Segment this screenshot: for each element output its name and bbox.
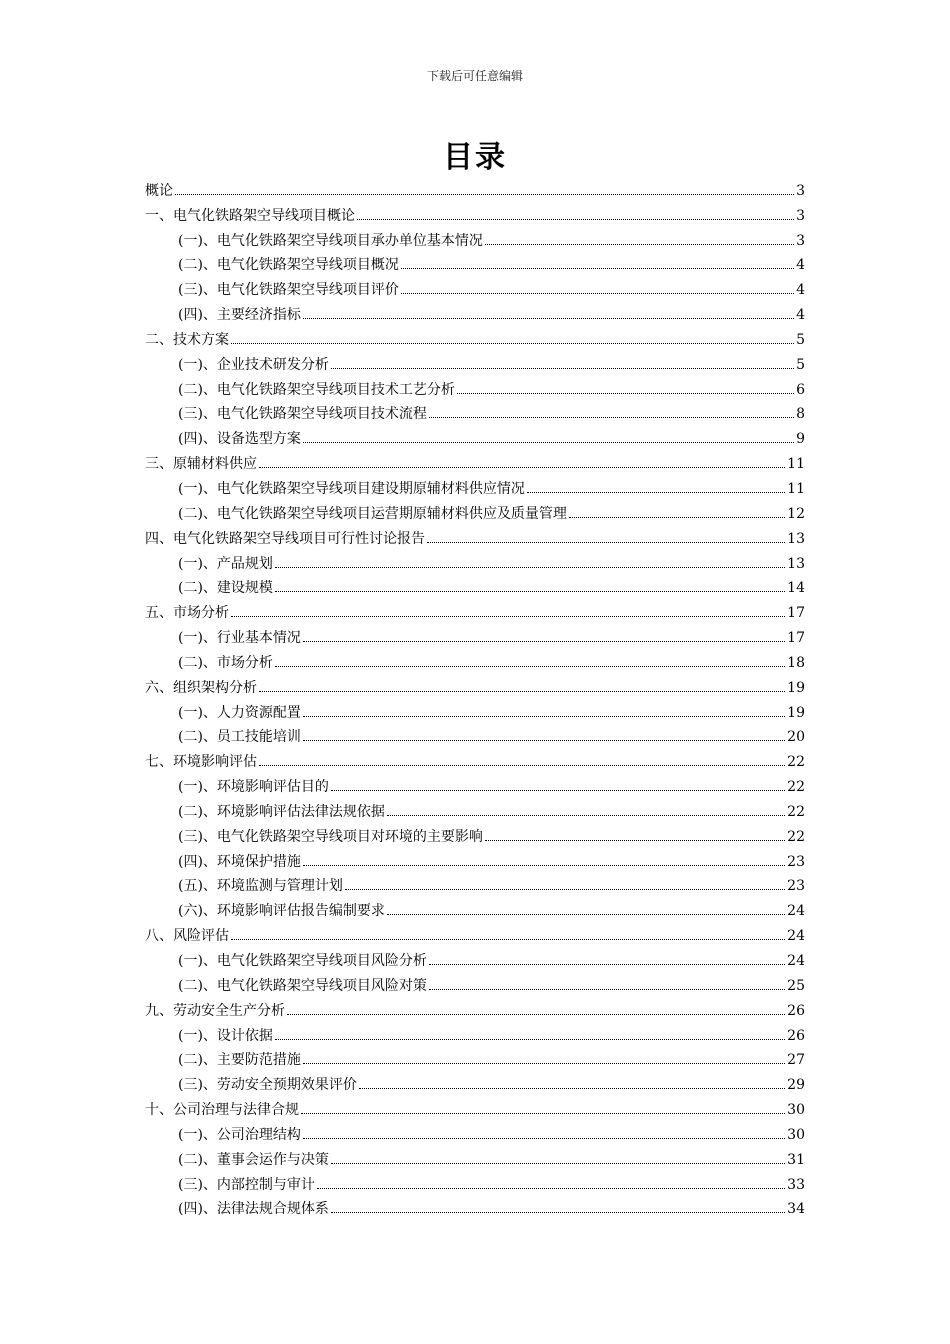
- toc-entry-label: (二)、主要防范措施: [178, 1052, 301, 1069]
- toc-entry-label: (五)、环境监测与管理计划: [178, 878, 343, 895]
- toc-entry-page-number: 17: [787, 630, 805, 647]
- toc-entry[interactable]: [145, 1194, 805, 1219]
- toc-entry-label: (二)、建设规模: [178, 580, 273, 597]
- toc-entry-page-number: 12: [787, 505, 805, 522]
- toc-entry-page-number: 9: [796, 431, 805, 448]
- toc-entry-label: (四)、环境保护措施: [178, 853, 301, 870]
- toc-entry-label: (二)、电气化铁路架空导线项目风险对策: [178, 977, 427, 994]
- toc-dot-leader: [303, 716, 785, 717]
- toc-entry-page-number: 4: [796, 307, 805, 324]
- toc-dot-leader: [259, 467, 785, 468]
- toc-entry-page-number: 8: [796, 406, 805, 423]
- toc-entry-label: (二)、环境影响评估法律法规依据: [178, 803, 385, 820]
- toc-entry-page-number: 5: [796, 356, 805, 373]
- toc-entry-label: 七、环境影响评估: [145, 754, 257, 771]
- toc-entry-label: 概论: [145, 182, 173, 199]
- toc-entry[interactable]: [145, 1069, 805, 1094]
- toc-entry-label: 九、劳动安全生产分析: [145, 1002, 285, 1019]
- toc-entry[interactable]: [145, 1144, 805, 1169]
- toc-entry[interactable]: [145, 920, 805, 945]
- toc-entry-page-number: 3: [796, 182, 805, 199]
- toc-entry-label: 一、电气化铁路架空导线项目概论: [145, 207, 355, 224]
- toc-entry[interactable]: [145, 573, 805, 598]
- toc-entry-label: (一)、产品规划: [178, 555, 273, 572]
- toc-dot-leader: [231, 616, 785, 617]
- toc-entry[interactable]: [145, 548, 805, 573]
- toc-entry-label: (一)、行业基本情况: [178, 630, 301, 647]
- toc-entry-page-number: 22: [787, 779, 805, 796]
- toc-entry[interactable]: [145, 473, 805, 498]
- toc-entry-label: (二)、市场分析: [178, 654, 273, 671]
- toc-entry-label: (二)、员工技能培训: [178, 729, 301, 746]
- toc-entry-page-number: 34: [787, 1201, 805, 1218]
- toc-entry-label: (一)、人力资源配置: [178, 704, 301, 721]
- page-title: 目录: [443, 140, 507, 175]
- toc-entry-page-number: 30: [787, 1102, 805, 1119]
- toc-entry[interactable]: [145, 1094, 805, 1119]
- toc-dot-leader: [231, 939, 785, 940]
- toc-entry-page-number: 24: [787, 953, 805, 969]
- toc-dot-leader: [231, 343, 794, 344]
- toc-dot-leader: [345, 889, 785, 890]
- toc-entry[interactable]: [145, 597, 805, 622]
- toc-dot-leader: [569, 517, 785, 518]
- toc-dot-leader: [401, 293, 794, 294]
- toc-entry-page-number: 27: [787, 1052, 805, 1069]
- toc-entry[interactable]: [145, 722, 805, 747]
- toc-dot-leader: [527, 492, 785, 493]
- toc-entry-page-number: 5: [796, 331, 805, 348]
- toc-dot-leader: [287, 1014, 785, 1015]
- toc-dot-leader: [485, 840, 785, 841]
- toc-dot-leader: [359, 1088, 785, 1089]
- toc-entry[interactable]: [145, 374, 805, 399]
- toc-entry-label: (二)、电气化铁路架空导线项目概况: [178, 257, 399, 274]
- toc-entry-label: (三)、电气化铁路架空导线项目技术流程: [178, 406, 427, 423]
- toc-dot-leader: [485, 244, 794, 245]
- toc-dot-leader: [401, 268, 794, 269]
- toc-entry-page-number: 4: [796, 282, 805, 299]
- toc-entry[interactable]: [145, 448, 805, 473]
- toc-entry[interactable]: [145, 423, 805, 448]
- toc-entry-page-number: 33: [787, 1176, 805, 1193]
- toc-entry[interactable]: [145, 1020, 805, 1045]
- toc-entry-page-number: 13: [787, 530, 805, 547]
- toc-entry-page-number: 18: [787, 654, 805, 671]
- toc-entry-label: 八、风险评估: [145, 928, 229, 945]
- toc-dot-leader: [331, 368, 794, 369]
- toc-entry[interactable]: [145, 796, 805, 821]
- header-note: 下载后可任意编辑: [426, 69, 523, 83]
- toc-dot-leader: [429, 417, 794, 418]
- toc-entry[interactable]: [145, 871, 805, 896]
- toc-dot-leader: [259, 765, 785, 766]
- toc-entry[interactable]: [145, 324, 805, 349]
- toc-dot-leader: [429, 989, 785, 990]
- toc-entry[interactable]: [145, 821, 805, 846]
- toc-entry-label: (三)、内部控制与审计: [178, 1176, 315, 1193]
- toc-dot-leader: [303, 442, 794, 443]
- toc-dot-leader: [275, 567, 785, 568]
- toc-entry-label: (一)、电气化铁路架空导线项目建设期原辅材料供应情况: [178, 480, 525, 497]
- toc-entry-page-number: 22: [787, 803, 805, 820]
- toc-entry-label: (四)、主要经济指标: [178, 307, 301, 324]
- toc-entry[interactable]: [145, 995, 805, 1020]
- toc-entry-label: 四、电气化铁路架空导线项目可行性讨论报告: [145, 530, 425, 547]
- toc-entry-page-number: 22: [787, 828, 805, 845]
- toc-entry-label: 六、组织架构分析: [145, 679, 257, 696]
- toc-entry-page-number: 20: [787, 729, 805, 746]
- toc-dot-leader: [429, 964, 785, 965]
- toc-entry-page-number: 19: [787, 704, 805, 721]
- toc-entry-label: 二、技术方案: [145, 331, 229, 348]
- toc-entry-page-number: 11: [787, 456, 805, 473]
- toc-dot-leader: [387, 914, 785, 915]
- toc-entry[interactable]: [145, 349, 805, 374]
- toc-dot-leader: [175, 194, 794, 195]
- toc-entry-label: (三)、劳动安全预期效果评价: [178, 1077, 357, 1094]
- toc-dot-leader: [303, 865, 785, 866]
- toc-entry-page-number: 19: [787, 679, 805, 696]
- toc-entry-page-number: 23: [787, 878, 805, 895]
- toc-dot-leader: [303, 641, 785, 642]
- toc-entry-label: (一)、设计依据: [178, 1027, 273, 1044]
- toc-entry-label: (二)、电气化铁路架空导线项目运营期原辅材料供应及质量管理: [178, 505, 567, 522]
- toc-dot-leader: [387, 815, 785, 816]
- toc-entry-page-number: 30: [787, 1126, 805, 1143]
- toc-entry-page-number: 24: [787, 928, 805, 945]
- toc-entry[interactable]: [145, 1045, 805, 1070]
- toc-entry-page-number: 26: [787, 1002, 805, 1019]
- toc-entry[interactable]: [145, 274, 805, 299]
- toc-entry[interactable]: [145, 945, 805, 970]
- toc-entry-page-number: 14: [787, 580, 805, 597]
- toc-entry[interactable]: [145, 523, 805, 548]
- toc-entry-page-number: 4: [796, 257, 805, 274]
- toc-entry[interactable]: [145, 250, 805, 275]
- toc-entry[interactable]: [145, 175, 805, 200]
- toc-entry-label: (四)、法律法规合规体系: [178, 1201, 329, 1218]
- toc-entry-page-number: 17: [787, 605, 805, 622]
- toc-dot-leader: [457, 393, 794, 394]
- toc-entry-label: (一)、公司治理结构: [178, 1126, 301, 1143]
- toc-entry-label: (一)、环境影响评估目的: [178, 779, 329, 796]
- toc-dot-leader: [259, 691, 785, 692]
- table-of-contents: [145, 175, 805, 1218]
- toc-entry-label: 三、原辅材料供应: [145, 456, 257, 473]
- toc-entry[interactable]: [145, 647, 805, 672]
- toc-entry[interactable]: [145, 846, 805, 871]
- toc-entry-label: (四)、设备选型方案: [178, 431, 301, 448]
- toc-dot-leader: [303, 1063, 785, 1064]
- toc-dot-leader: [275, 591, 785, 592]
- toc-entry[interactable]: [145, 895, 805, 920]
- toc-entry-page-number: 29: [787, 1077, 805, 1094]
- toc-dot-leader: [303, 1138, 785, 1139]
- toc-entry[interactable]: [145, 771, 805, 796]
- toc-entry[interactable]: [145, 1119, 805, 1144]
- toc-entry[interactable]: [145, 200, 805, 225]
- toc-dot-leader: [427, 542, 785, 543]
- toc-entry-page-number: 22: [787, 754, 805, 771]
- toc-entry-page-number: 24: [787, 903, 805, 920]
- toc-entry-page-number: 13: [787, 555, 805, 572]
- toc-entry[interactable]: [145, 672, 805, 697]
- toc-dot-leader: [331, 790, 785, 791]
- toc-entry-label: (一)、电气化铁路架空导线项目承办单位基本情况: [178, 232, 483, 249]
- toc-entry-page-number: 31: [787, 1151, 805, 1168]
- toc-dot-leader: [301, 1113, 785, 1114]
- toc-entry[interactable]: [145, 225, 805, 250]
- toc-entry-label: (一)、企业技术研发分析: [178, 356, 329, 373]
- toc-entry-page-number: 6: [796, 381, 805, 398]
- toc-entry-page-number: 11: [787, 480, 805, 497]
- toc-entry[interactable]: [145, 1169, 805, 1194]
- toc-dot-leader: [331, 1212, 785, 1213]
- toc-entry-page-number: 3: [796, 207, 805, 224]
- toc-entry[interactable]: [145, 622, 805, 647]
- toc-entry-label: (二)、电气化铁路架空导线项目技术工艺分析: [178, 381, 455, 398]
- toc-dot-leader: [275, 1039, 785, 1040]
- toc-entry-page-number: 25: [787, 977, 805, 994]
- toc-entry-page-number: 26: [787, 1027, 805, 1044]
- toc-entry-label: (二)、董事会运作与决策: [178, 1151, 329, 1168]
- toc-entry-label: (一)、电气化铁路架空导线项目风险分析: [178, 953, 427, 969]
- toc-entry-label: (三)、电气化铁路架空导线项目评价: [178, 282, 399, 299]
- toc-entry[interactable]: [145, 498, 805, 523]
- toc-dot-leader: [331, 1163, 785, 1164]
- toc-dot-leader: [317, 1188, 785, 1189]
- toc-entry-page-number: 23: [787, 853, 805, 870]
- toc-entry[interactable]: [145, 746, 805, 771]
- toc-entry-label: (三)、电气化铁路架空导线项目对环境的主要影响: [178, 828, 483, 845]
- toc-entry-label: 十、公司治理与法律合规: [145, 1102, 299, 1119]
- toc-entry[interactable]: [145, 399, 805, 424]
- toc-dot-leader: [303, 318, 794, 319]
- toc-entry-label: 五、市场分析: [145, 605, 229, 622]
- toc-entry[interactable]: [145, 299, 805, 324]
- toc-entry-page-number: 3: [796, 232, 805, 249]
- toc-entry[interactable]: [145, 697, 805, 722]
- toc-entry-label: (六)、环境影响评估报告编制要求: [178, 903, 385, 920]
- toc-entry[interactable]: [145, 970, 805, 995]
- toc-dot-leader: [357, 219, 794, 220]
- toc-dot-leader: [303, 740, 785, 741]
- toc-dot-leader: [275, 666, 785, 667]
